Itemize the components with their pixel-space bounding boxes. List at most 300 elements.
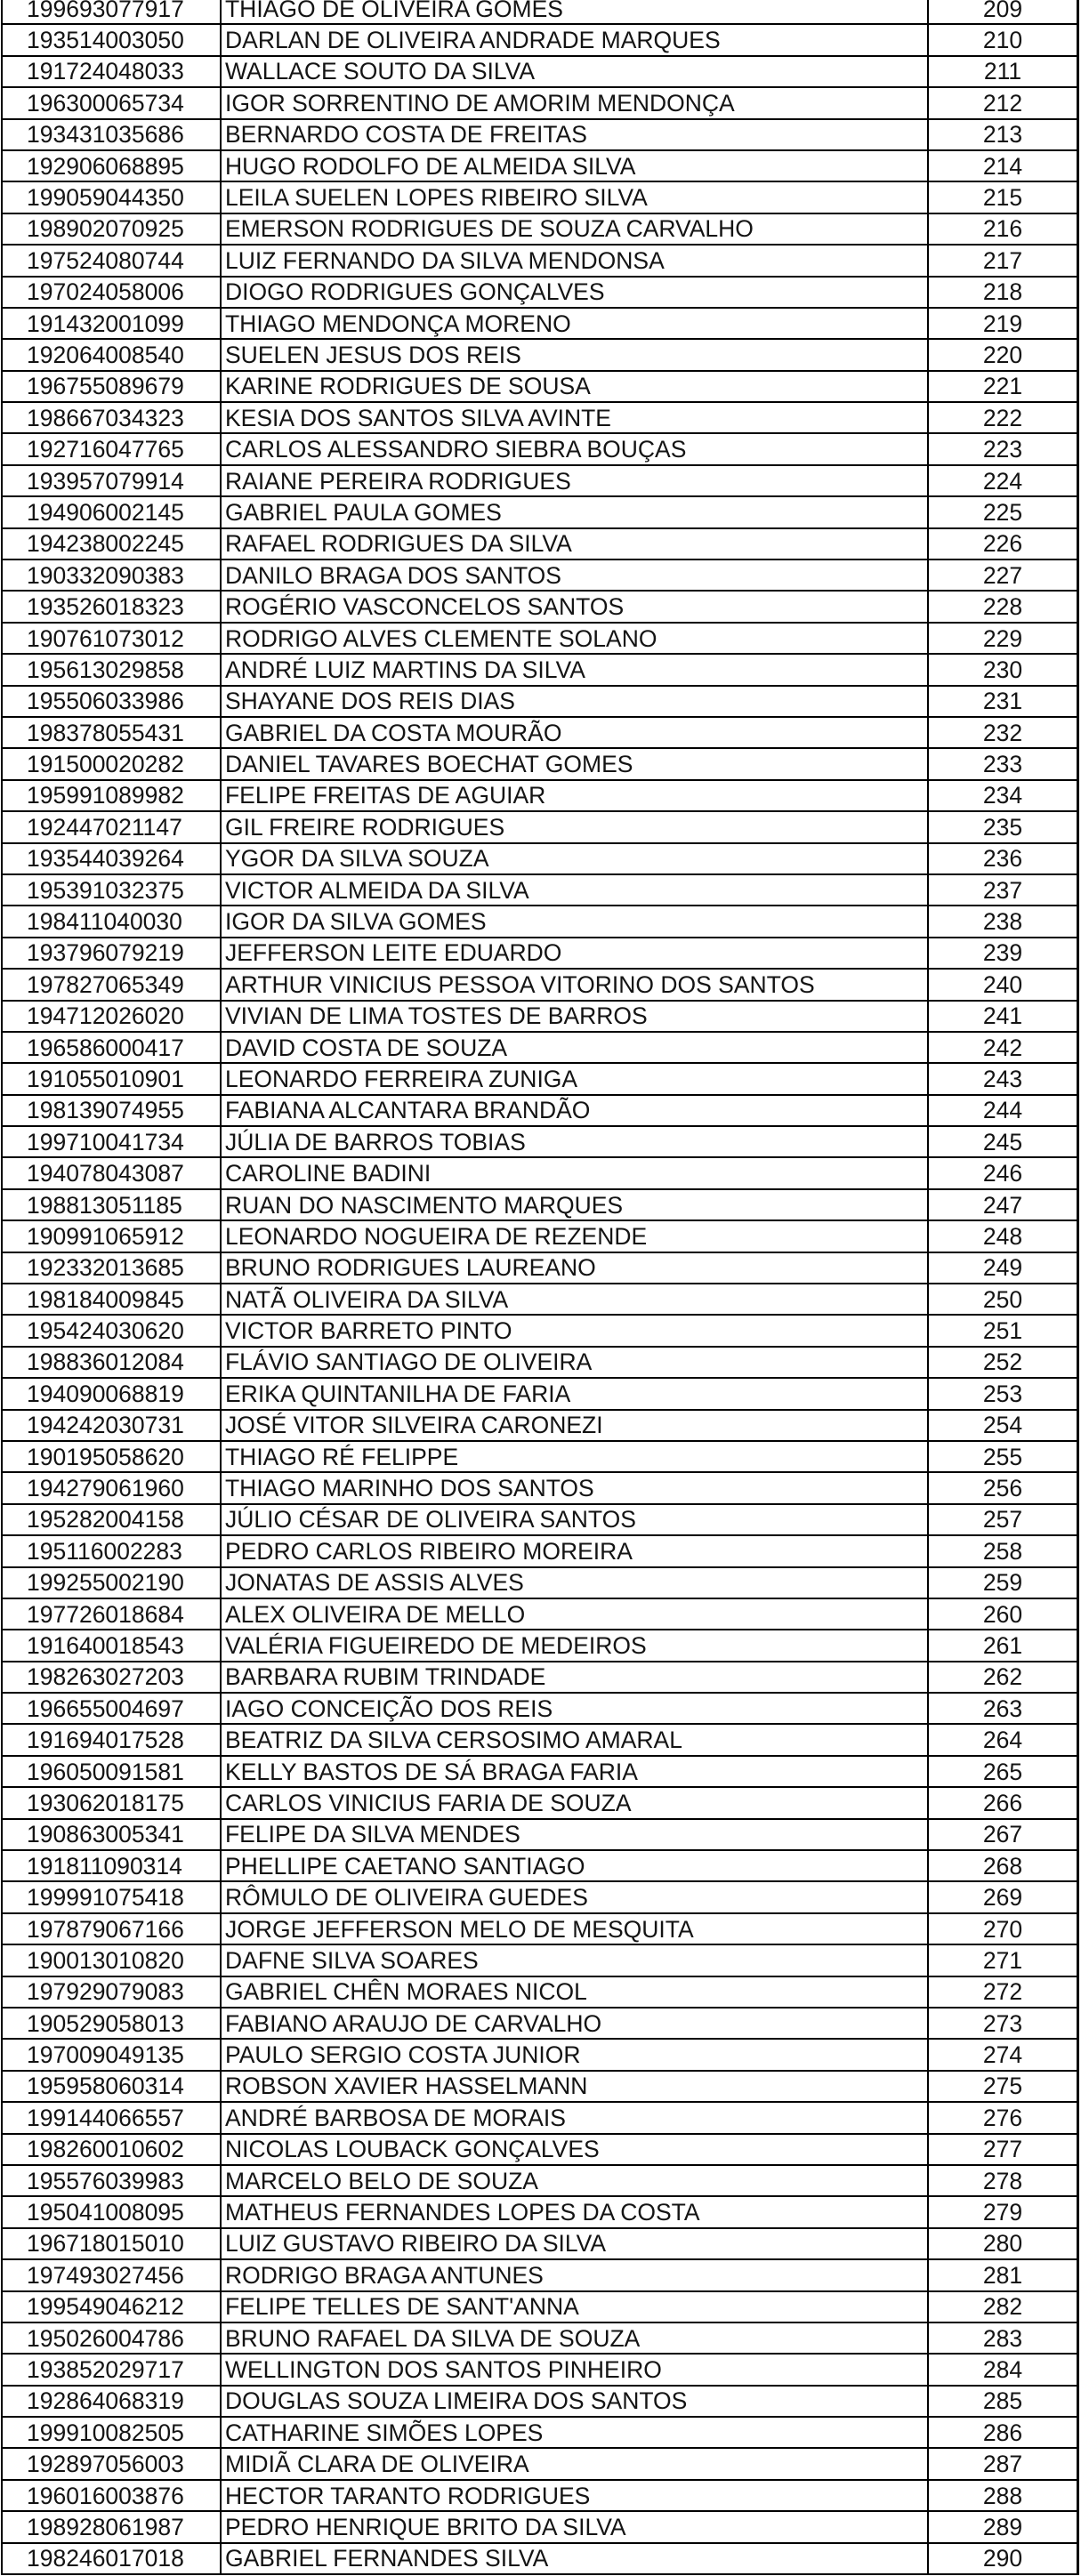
candidate-name: RÔMULO DE OLIVEIRA GUEDES bbox=[222, 1882, 929, 1912]
candidate-name: KARINE RODRIGUES DE SOUSA bbox=[222, 372, 929, 401]
candidate-id: 199144066557 bbox=[3, 2103, 222, 2132]
candidate-name: BRUNO RODRIGUES LAUREANO bbox=[222, 1253, 929, 1283]
table-row bbox=[3, 1945, 1077, 1976]
table-row bbox=[3, 372, 1077, 403]
candidate-id: 199549046212 bbox=[3, 2292, 222, 2322]
table-row bbox=[3, 2103, 1077, 2134]
table-row bbox=[3, 875, 1077, 906]
table-row bbox=[3, 2481, 1077, 2512]
candidate-name: THIAGO MENDONÇA MORENO bbox=[222, 309, 929, 338]
candidate-name: JÚLIA DE BARROS TOBIAS bbox=[222, 1127, 929, 1156]
candidate-rank: 270 bbox=[982, 1915, 1023, 1943]
candidate-rank: 266 bbox=[982, 1789, 1023, 1816]
table-row bbox=[3, 1882, 1077, 1913]
candidate-name: FABIANA ALCANTARA BRANDÃO bbox=[222, 1096, 929, 1125]
candidate-id: 194090068819 bbox=[3, 1379, 222, 1408]
candidate-rank: 211 bbox=[983, 58, 1022, 85]
candidate-rank: 267 bbox=[982, 1821, 1023, 1848]
table-row bbox=[3, 592, 1077, 623]
candidate-rank: 228 bbox=[982, 593, 1023, 621]
candidate-name: PHELLIPE CAETANO SANTIAGO bbox=[222, 1851, 929, 1880]
candidate-name: WALLACE SOUTO DA SILVA bbox=[222, 57, 929, 86]
candidate-id: 196016003876 bbox=[3, 2481, 222, 2510]
candidate-name: DAFNE SILVA SOARES bbox=[222, 1945, 929, 1975]
candidate-rank: 218 bbox=[982, 278, 1023, 306]
candidate-id: 194712026020 bbox=[3, 1002, 222, 1031]
candidate-id: 192864068319 bbox=[3, 2387, 222, 2416]
candidate-rank: 247 bbox=[982, 1191, 1023, 1219]
table-row bbox=[3, 340, 1077, 371]
candidate-name: LEONARDO FERREIRA ZUNIGA bbox=[222, 1064, 929, 1093]
candidate-name: ROBSON XAVIER HASSELMANN bbox=[222, 2072, 929, 2101]
candidate-id: 197524080744 bbox=[3, 246, 222, 275]
table-row bbox=[3, 214, 1077, 246]
candidate-rank: 251 bbox=[982, 1317, 1023, 1345]
candidate-id: 197726018684 bbox=[3, 1599, 222, 1629]
table-row bbox=[3, 1348, 1077, 1379]
candidate-name: RODRIGO BRAGA ANTUNES bbox=[222, 2260, 929, 2290]
candidate-name: GABRIEL PAULA GOMES bbox=[222, 497, 929, 527]
candidate-name: HECTOR TARANTO RODRIGUES bbox=[222, 2481, 929, 2510]
candidate-name: HUGO RODOLFO DE ALMEIDA SILVA bbox=[222, 151, 929, 181]
candidate-rank: 210 bbox=[982, 27, 1023, 54]
candidate-id: 192447021147 bbox=[3, 812, 222, 841]
candidate-rank: 220 bbox=[982, 341, 1023, 368]
table-row bbox=[3, 2166, 1077, 2197]
candidate-rank: 224 bbox=[982, 467, 1023, 495]
table-row bbox=[3, 1599, 1077, 1630]
table-row bbox=[3, 1221, 1077, 1252]
candidate-name: VALÉRIA FIGUEIREDO DE MEDEIROS bbox=[222, 1630, 929, 1660]
candidate-name: THIAGO RÉ FELIPPE bbox=[222, 1442, 929, 1471]
table-row bbox=[3, 529, 1077, 560]
candidate-rank: 258 bbox=[982, 1537, 1023, 1565]
table-row bbox=[3, 624, 1077, 655]
table-row bbox=[3, 687, 1077, 718]
table-row bbox=[3, 57, 1077, 88]
candidate-name: VICTOR BARRETO PINTO bbox=[222, 1316, 929, 1345]
candidate-rank: 256 bbox=[982, 1475, 1023, 1502]
candidate-rank: 264 bbox=[982, 1727, 1023, 1754]
candidate-id: 199710041734 bbox=[3, 1127, 222, 1156]
candidate-id: 198260010602 bbox=[3, 2135, 222, 2164]
candidate-id: 190529058013 bbox=[3, 2008, 222, 2038]
candidate-name: VICTOR ALMEIDA DA SILVA bbox=[222, 875, 929, 905]
candidate-id: 197493027456 bbox=[3, 2260, 222, 2290]
candidate-name: LUIZ GUSTAVO RIBEIRO DA SILVA bbox=[222, 2229, 929, 2258]
candidate-id: 198184009845 bbox=[3, 1284, 222, 1314]
table-row bbox=[3, 2292, 1077, 2323]
candidate-id: 195041008095 bbox=[3, 2197, 222, 2226]
candidate-rank: 231 bbox=[982, 688, 1023, 715]
candidate-id: 195424030620 bbox=[3, 1316, 222, 1345]
candidate-name: FLÁVIO SANTIAGO DE OLIVEIRA bbox=[222, 1348, 929, 1377]
candidate-id: 194242030731 bbox=[3, 1411, 222, 1440]
candidate-rank: 272 bbox=[982, 1978, 1023, 2006]
table-row bbox=[3, 434, 1077, 465]
candidate-id: 190195058620 bbox=[3, 1442, 222, 1471]
candidate-name: BARBARA RUBIM TRINDADE bbox=[222, 1662, 929, 1692]
candidate-name: ARTHUR VINICIUS PESSOA VITORINO DOS SANTOS bbox=[222, 970, 929, 999]
candidate-rank: 246 bbox=[982, 1160, 1023, 1187]
candidate-rank: 273 bbox=[982, 2009, 1023, 2037]
table-row bbox=[3, 2008, 1077, 2040]
candidate-rank: 280 bbox=[982, 2230, 1023, 2258]
candidate-rank: 286 bbox=[982, 2419, 1023, 2446]
table-row bbox=[3, 2355, 1077, 2386]
candidate-name: ALEX OLIVEIRA DE MELLO bbox=[222, 1599, 929, 1629]
candidate-id: 197929079083 bbox=[3, 1977, 222, 2007]
table-row bbox=[3, 844, 1077, 875]
candidate-rank: 262 bbox=[982, 1663, 1023, 1691]
candidate-id: 190991065912 bbox=[3, 1221, 222, 1251]
candidate-name: PEDRO HENRIQUE BRITO DA SILVA bbox=[222, 2512, 929, 2541]
candidate-id: 193957079914 bbox=[3, 466, 222, 495]
candidate-rank: 209 bbox=[982, 0, 1023, 22]
candidate-name: FELIPE DA SILVA MENDES bbox=[222, 1820, 929, 1849]
table-row bbox=[3, 120, 1077, 151]
candidate-name: JÚLIO CÉSAR DE OLIVEIRA SANTOS bbox=[222, 1505, 929, 1534]
table-row bbox=[3, 278, 1077, 309]
candidate-name: KESIA DOS SANTOS SILVA AVINTE bbox=[222, 403, 929, 432]
table-row bbox=[3, 1190, 1077, 1221]
candidate-id: 190863005341 bbox=[3, 1820, 222, 1849]
table-row bbox=[3, 1379, 1077, 1410]
candidate-rank: 250 bbox=[982, 1285, 1023, 1313]
candidate-rank: 259 bbox=[982, 1569, 1023, 1597]
candidate-id: 192906068895 bbox=[3, 151, 222, 181]
candidate-id: 194078043087 bbox=[3, 1158, 222, 1187]
candidate-id: 195958060314 bbox=[3, 2072, 222, 2101]
candidate-id: 197009049135 bbox=[3, 2040, 222, 2069]
candidate-name: GABRIEL FERNANDES SILVA bbox=[222, 2544, 929, 2573]
candidate-name: ANDRÉ BARBOSA DE MORAIS bbox=[222, 2103, 929, 2132]
candidate-rank: 227 bbox=[982, 561, 1023, 589]
candidate-rank: 257 bbox=[982, 1506, 1023, 1534]
candidate-id: 192064008540 bbox=[3, 340, 222, 369]
candidate-rank: 279 bbox=[982, 2199, 1023, 2226]
candidate-rank: 254 bbox=[982, 1412, 1023, 1439]
candidate-rank: 223 bbox=[982, 436, 1023, 463]
candidate-name: MIDIÃ CLARA DE OLIVEIRA bbox=[222, 2449, 929, 2478]
table-row bbox=[3, 1820, 1077, 1851]
candidate-name: FELIPE FREITAS DE AGUIAR bbox=[222, 781, 929, 810]
candidate-name: SHAYANE DOS REIS DIAS bbox=[222, 687, 929, 716]
table-row bbox=[3, 1096, 1077, 1127]
table-row bbox=[3, 2544, 1077, 2575]
candidate-id: 192897056003 bbox=[3, 2449, 222, 2478]
candidate-rank: 235 bbox=[982, 813, 1023, 841]
candidate-id: 190761073012 bbox=[3, 624, 222, 653]
table-row bbox=[3, 1662, 1077, 1694]
table-row bbox=[3, 1253, 1077, 1284]
candidate-rank: 290 bbox=[982, 2545, 1023, 2572]
candidate-id: 198902070925 bbox=[3, 214, 222, 244]
candidate-rank: 237 bbox=[982, 876, 1023, 904]
candidate-id: 191055010901 bbox=[3, 1064, 222, 1093]
table-row bbox=[3, 1757, 1077, 1788]
table-row bbox=[3, 1536, 1077, 1567]
candidate-rank: 234 bbox=[982, 782, 1023, 809]
candidate-rank: 221 bbox=[982, 373, 1023, 400]
candidate-id: 195026004786 bbox=[3, 2323, 222, 2353]
candidate-id: 196300065734 bbox=[3, 88, 222, 117]
candidate-name: DANIEL TAVARES BOECHAT GOMES bbox=[222, 749, 929, 778]
candidate-id: 199991075418 bbox=[3, 1882, 222, 1912]
table-row bbox=[3, 309, 1077, 340]
candidate-id: 195576039983 bbox=[3, 2166, 222, 2195]
candidate-id: 193544039264 bbox=[3, 844, 222, 873]
candidate-rank: 281 bbox=[982, 2261, 1023, 2289]
candidate-name: FELIPE TELLES DE SANT'ANNA bbox=[222, 2292, 929, 2322]
candidate-id: 196050091581 bbox=[3, 1757, 222, 1786]
candidate-rank: 263 bbox=[982, 1695, 1023, 1722]
candidate-name: LEONARDO NOGUEIRA DE REZENDE bbox=[222, 1221, 929, 1251]
table-row bbox=[3, 1033, 1077, 1064]
candidate-id: 193514003050 bbox=[3, 25, 222, 54]
candidate-rank: 275 bbox=[982, 2073, 1023, 2100]
candidate-rank: 255 bbox=[982, 1443, 1023, 1470]
candidate-id: 190013010820 bbox=[3, 1945, 222, 1975]
candidate-name: PAULO SERGIO COSTA JUNIOR bbox=[222, 2040, 929, 2069]
candidate-rank: 248 bbox=[982, 1222, 1023, 1250]
candidate-rank: 236 bbox=[982, 845, 1023, 873]
candidate-rank: 287 bbox=[982, 2451, 1023, 2478]
table-row bbox=[3, 2229, 1077, 2260]
table-row bbox=[3, 2387, 1077, 2418]
candidate-id: 196755089679 bbox=[3, 372, 222, 401]
candidate-name: IGOR SORRENTINO DE AMORIM MENDONÇA bbox=[222, 88, 929, 117]
candidate-rank: 245 bbox=[982, 1128, 1023, 1155]
candidate-rank: 288 bbox=[982, 2482, 1023, 2509]
table-row bbox=[3, 1694, 1077, 1725]
candidate-rank: 283 bbox=[982, 2324, 1023, 2352]
candidate-name: KELLY BASTOS DE SÁ BRAGA FARIA bbox=[222, 1757, 929, 1786]
candidate-rank: 229 bbox=[982, 624, 1023, 652]
candidate-id: 193431035686 bbox=[3, 120, 222, 149]
candidate-rank: 277 bbox=[982, 2136, 1023, 2163]
table-row bbox=[3, 906, 1077, 938]
candidate-rank: 268 bbox=[982, 1852, 1023, 1880]
candidate-rank: 226 bbox=[982, 530, 1023, 558]
candidate-rank: 217 bbox=[982, 246, 1023, 274]
candidate-name: DARLAN DE OLIVEIRA ANDRADE MARQUES bbox=[222, 25, 929, 54]
table-row bbox=[3, 2323, 1077, 2355]
candidate-rank: 214 bbox=[982, 152, 1023, 180]
candidate-id: 193796079219 bbox=[3, 938, 222, 968]
candidate-rank: 253 bbox=[982, 1380, 1023, 1407]
table-row bbox=[3, 246, 1077, 277]
candidate-id: 198378055431 bbox=[3, 718, 222, 747]
table-row bbox=[3, 1914, 1077, 1945]
table-row bbox=[3, 718, 1077, 749]
table-row bbox=[3, 497, 1077, 528]
candidate-id: 198139074955 bbox=[3, 1096, 222, 1125]
candidate-name: DANILO BRAGA DOS SANTOS bbox=[222, 560, 929, 590]
table-row bbox=[3, 2418, 1077, 2449]
table-row bbox=[3, 403, 1077, 434]
candidate-name: IGOR DA SILVA GOMES bbox=[222, 906, 929, 936]
candidate-rank: 222 bbox=[982, 404, 1023, 431]
table-row bbox=[3, 1411, 1077, 1442]
candidate-name: ERIKA QUINTANILHA DE FARIA bbox=[222, 1379, 929, 1408]
candidate-name: NICOLAS LOUBACK GONÇALVES bbox=[222, 2135, 929, 2164]
table-row bbox=[3, 2040, 1077, 2071]
candidate-rank: 241 bbox=[982, 1002, 1023, 1030]
candidate-id: 196586000417 bbox=[3, 1033, 222, 1062]
table-row bbox=[3, 560, 1077, 592]
candidate-rank: 219 bbox=[982, 310, 1023, 337]
candidate-id: 191640018543 bbox=[3, 1630, 222, 1660]
candidate-rank: 215 bbox=[982, 184, 1023, 212]
table-row bbox=[3, 1788, 1077, 1819]
table-row bbox=[3, 88, 1077, 119]
candidate-rank: 289 bbox=[982, 2513, 1023, 2540]
candidate-name: GABRIEL CHÊN MORAES NICOL bbox=[222, 1977, 929, 2007]
candidate-id: 191811090314 bbox=[3, 1851, 222, 1880]
table-row bbox=[3, 1977, 1077, 2008]
candidate-name: CARLOS ALESSANDRO SIEBRA BOUÇAS bbox=[222, 434, 929, 463]
candidate-rank: 230 bbox=[982, 656, 1023, 683]
candidate-name: RAIANE PEREIRA RODRIGUES bbox=[222, 466, 929, 495]
candidate-rank: 225 bbox=[982, 498, 1023, 526]
candidate-id: 199255002190 bbox=[3, 1568, 222, 1598]
table-row bbox=[3, 781, 1077, 812]
candidate-id: 194906002145 bbox=[3, 497, 222, 527]
candidate-name: BRUNO RAFAEL DA SILVA DE SOUZA bbox=[222, 2323, 929, 2353]
candidate-name: CAROLINE BADINI bbox=[222, 1158, 929, 1187]
table-row bbox=[3, 1158, 1077, 1189]
table-row bbox=[3, 1568, 1077, 1599]
candidate-rank: 265 bbox=[982, 1758, 1023, 1785]
candidate-name: JOSÉ VITOR SILVEIRA CARONEZI bbox=[222, 1411, 929, 1440]
table-row bbox=[3, 1725, 1077, 1756]
candidate-name: JEFFERSON LEITE EDUARDO bbox=[222, 938, 929, 968]
candidate-name: RAFAEL RODRIGUES DA SILVA bbox=[222, 529, 929, 559]
candidate-rank: 274 bbox=[982, 2041, 1023, 2069]
candidate-id: 195391032375 bbox=[3, 875, 222, 905]
candidate-rank: 233 bbox=[982, 751, 1023, 778]
candidate-rank: 232 bbox=[982, 719, 1023, 746]
candidate-id: 195991089982 bbox=[3, 781, 222, 810]
candidate-id: 193852029717 bbox=[3, 2355, 222, 2384]
candidate-name: DIOGO RODRIGUES GONÇALVES bbox=[222, 278, 929, 307]
table-row bbox=[3, 2197, 1077, 2228]
table-row bbox=[3, 2072, 1077, 2103]
candidate-rank: 284 bbox=[982, 2355, 1023, 2383]
table-row bbox=[3, 2512, 1077, 2543]
candidate-id: 193062018175 bbox=[3, 1788, 222, 1817]
candidate-name: RODRIGO ALVES CLEMENTE SOLANO bbox=[222, 624, 929, 653]
candidate-name: CARLOS VINICIUS FARIA DE SOUZA bbox=[222, 1788, 929, 1817]
table-row bbox=[3, 1630, 1077, 1662]
candidate-name: JORGE JEFFERSON MELO DE MESQUITA bbox=[222, 1914, 929, 1944]
candidate-name: VIVIAN DE LIMA TOSTES DE BARROS bbox=[222, 1002, 929, 1031]
candidate-rank: 242 bbox=[982, 1034, 1023, 1061]
table-row bbox=[3, 1127, 1077, 1158]
candidate-name: CATHARINE SIMÕES LOPES bbox=[222, 2418, 929, 2447]
candidate-rank: 239 bbox=[982, 939, 1023, 967]
candidate-rank: 243 bbox=[982, 1065, 1023, 1092]
candidate-id: 195282004158 bbox=[3, 1505, 222, 1534]
table-row bbox=[3, 0, 1077, 25]
candidate-rank: 216 bbox=[982, 215, 1023, 243]
candidate-id: 194238002245 bbox=[3, 529, 222, 559]
candidate-id: 195506033986 bbox=[3, 687, 222, 716]
candidate-name: THIAGO MARINHO DOS SANTOS bbox=[222, 1473, 929, 1502]
candidate-name: JONATAS DE ASSIS ALVES bbox=[222, 1568, 929, 1598]
candidate-id: 193526018323 bbox=[3, 592, 222, 621]
candidate-rank: 285 bbox=[982, 2387, 1023, 2415]
table-row bbox=[3, 1505, 1077, 1536]
candidate-name: WELLINGTON DOS SANTOS PINHEIRO bbox=[222, 2355, 929, 2384]
table-row bbox=[3, 25, 1077, 56]
candidate-id: 197827065349 bbox=[3, 970, 222, 999]
candidate-id: 199910082505 bbox=[3, 2418, 222, 2447]
candidate-name: DOUGLAS SOUZA LIMEIRA DOS SANTOS bbox=[222, 2387, 929, 2416]
table-row bbox=[3, 1851, 1077, 1882]
candidate-id: 190332090383 bbox=[3, 560, 222, 590]
candidate-rank: 276 bbox=[982, 2104, 1023, 2131]
candidate-id: 192716047765 bbox=[3, 434, 222, 463]
candidate-rank: 261 bbox=[982, 1632, 1023, 1659]
table-row bbox=[3, 2449, 1077, 2480]
candidate-id: 191724048033 bbox=[3, 57, 222, 86]
candidate-name: ROGÉRIO VASCONCELOS SANTOS bbox=[222, 592, 929, 621]
table-row bbox=[3, 151, 1077, 182]
candidate-rank: 212 bbox=[982, 89, 1023, 117]
candidate-name: GABRIEL DA COSTA MOURÃO bbox=[222, 718, 929, 747]
candidate-name: NATÃ OLIVEIRA DA SILVA bbox=[222, 1284, 929, 1314]
candidate-id: 198263027203 bbox=[3, 1662, 222, 1692]
candidate-rank: 260 bbox=[982, 1600, 1023, 1628]
candidate-id: 197024058006 bbox=[3, 278, 222, 307]
candidate-rank: 244 bbox=[982, 1097, 1023, 1124]
candidate-rank: 249 bbox=[982, 1254, 1023, 1282]
candidate-id: 198928061987 bbox=[3, 2512, 222, 2541]
table-row bbox=[3, 749, 1077, 780]
candidate-name: YGOR DA SILVA SOUZA bbox=[222, 844, 929, 873]
candidate-id: 195116002283 bbox=[3, 1536, 222, 1566]
candidate-name: LEILA SUELEN LOPES RIBEIRO SILVA bbox=[222, 182, 929, 212]
candidate-id: 198411040030 bbox=[3, 906, 222, 936]
candidate-id: 191432001099 bbox=[3, 309, 222, 338]
candidate-id: 191500020282 bbox=[3, 749, 222, 778]
candidate-name: GIL FREIRE RODRIGUES bbox=[222, 812, 929, 841]
candidate-name: BERNARDO COSTA DE FREITAS bbox=[222, 120, 929, 149]
candidate-name: SUELEN JESUS DOS REIS bbox=[222, 340, 929, 369]
candidate-id: 198836012084 bbox=[3, 1348, 222, 1377]
table-row bbox=[3, 1316, 1077, 1347]
candidate-name: RUAN DO NASCIMENTO MARQUES bbox=[222, 1190, 929, 1220]
candidate-id: 196655004697 bbox=[3, 1694, 222, 1723]
candidate-rank: 269 bbox=[982, 1884, 1023, 1912]
candidate-name: IAGO CONCEIÇÃO DOS REIS bbox=[222, 1694, 929, 1723]
candidate-name: MARCELO BELO DE SOUZA bbox=[222, 2166, 929, 2195]
table-row bbox=[3, 2260, 1077, 2291]
candidate-rank: 271 bbox=[982, 1946, 1023, 1974]
table-row bbox=[3, 970, 1077, 1001]
table-row bbox=[3, 655, 1077, 686]
candidate-id: 197879067166 bbox=[3, 1914, 222, 1944]
candidate-id: 191694017528 bbox=[3, 1725, 222, 1754]
table-row bbox=[3, 1064, 1077, 1095]
candidate-id: 194279061960 bbox=[3, 1473, 222, 1502]
candidate-id: 198813051185 bbox=[3, 1190, 222, 1220]
candidate-rank: 213 bbox=[982, 121, 1023, 149]
candidate-rank: 252 bbox=[982, 1348, 1023, 1376]
candidate-name: BEATRIZ DA SILVA CERSOSIMO AMARAL bbox=[222, 1725, 929, 1754]
